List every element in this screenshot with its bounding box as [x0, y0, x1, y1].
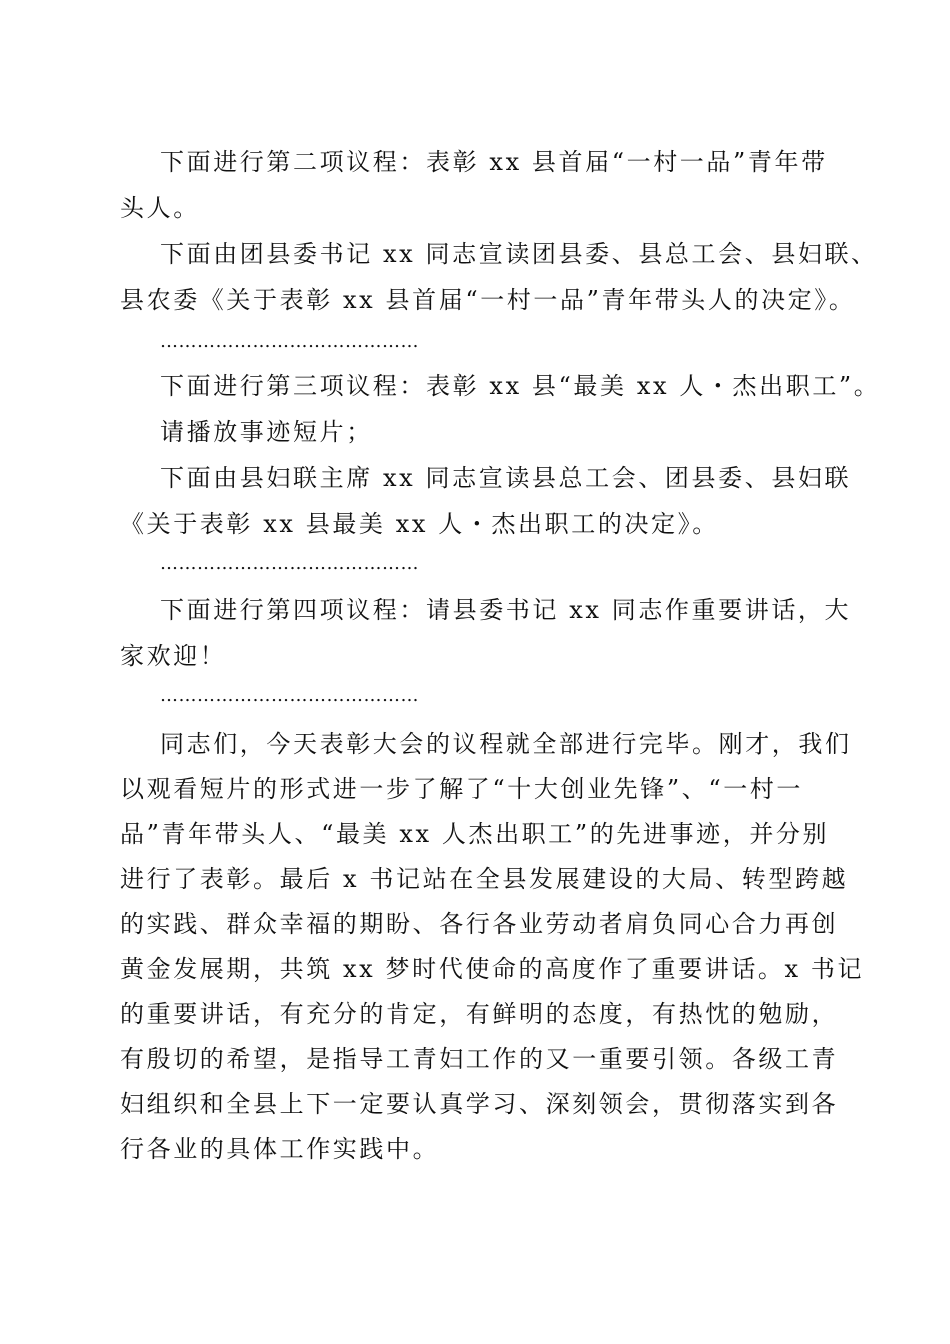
ellipsis-separator: ……………………………………	[160, 332, 419, 352]
decision-reading-line-1: 下面由县妇联主席 xx 同志宣读县总工会、团县委、县妇联	[160, 464, 852, 492]
agenda-item-4-line-1: 下面进行第四项议程：请县委书记 xx 同志作重要讲话，大	[160, 596, 852, 624]
closing-paragraph-line: 以观看短片的形式进一步了解了“十大创业先锋”、“一村一	[120, 775, 804, 803]
announcement-line-1: 下面由团县委书记 xx 同志宣读团县委、县总工会、县妇联、	[160, 240, 878, 268]
agenda-item-4-line-2: 家欢迎！	[120, 642, 227, 670]
agenda-item-3-line: 下面进行第三项议程：表彰 xx 县“最美 xx 人・杰出职工”。	[160, 372, 881, 400]
closing-paragraph-line: 行各业的具体工作实践中。	[120, 1135, 440, 1163]
agenda-item-2-line-1: 下面进行第二项议程：表彰 xx 县首届“一村一品”青年带	[160, 148, 828, 176]
ellipsis-separator: ……………………………………	[160, 554, 419, 574]
play-video-line: 请播放事迹短片；	[160, 418, 373, 446]
closing-paragraph-line: 妇组织和全县上下一定要认真学习、深刻领会，贯彻落实到各	[120, 1090, 839, 1118]
closing-paragraph-line: 黄金发展期，共筑 xx 梦时代使命的高度作了重要讲话。x 书记	[120, 955, 865, 983]
closing-paragraph-line: 品”青年带头人、“最美 xx 人杰出职工”的先进事迹，并分别	[120, 820, 830, 848]
closing-paragraph-line: 的重要讲话，有充分的肯定，有鲜明的态度，有热忱的勉励，	[120, 1000, 839, 1028]
closing-paragraph-line: 的实践、群众幸福的期盼、各行各业劳动者肩负同心合力再创	[120, 910, 839, 938]
announcement-line-2: 县农委《关于表彰 xx 县首届“一村一品”青年带头人的决定》。	[120, 286, 856, 314]
closing-paragraph-line: 有殷切的希望，是指导工青妇工作的又一重要引领。各级工青	[120, 1045, 839, 1073]
closing-paragraph-line: 同志们，今天表彰大会的议程就全部进行完毕。刚才，我们	[160, 730, 852, 758]
closing-paragraph-line: 进行了表彰。最后 x 书记站在全县发展建设的大局、转型跨越	[120, 865, 849, 893]
ellipsis-separator: ……………………………………	[160, 686, 419, 706]
decision-reading-line-2: 《关于表彰 xx 县最美 xx 人・杰出职工的决定》。	[120, 510, 719, 538]
agenda-item-2-line-2: 头人。	[120, 194, 200, 222]
